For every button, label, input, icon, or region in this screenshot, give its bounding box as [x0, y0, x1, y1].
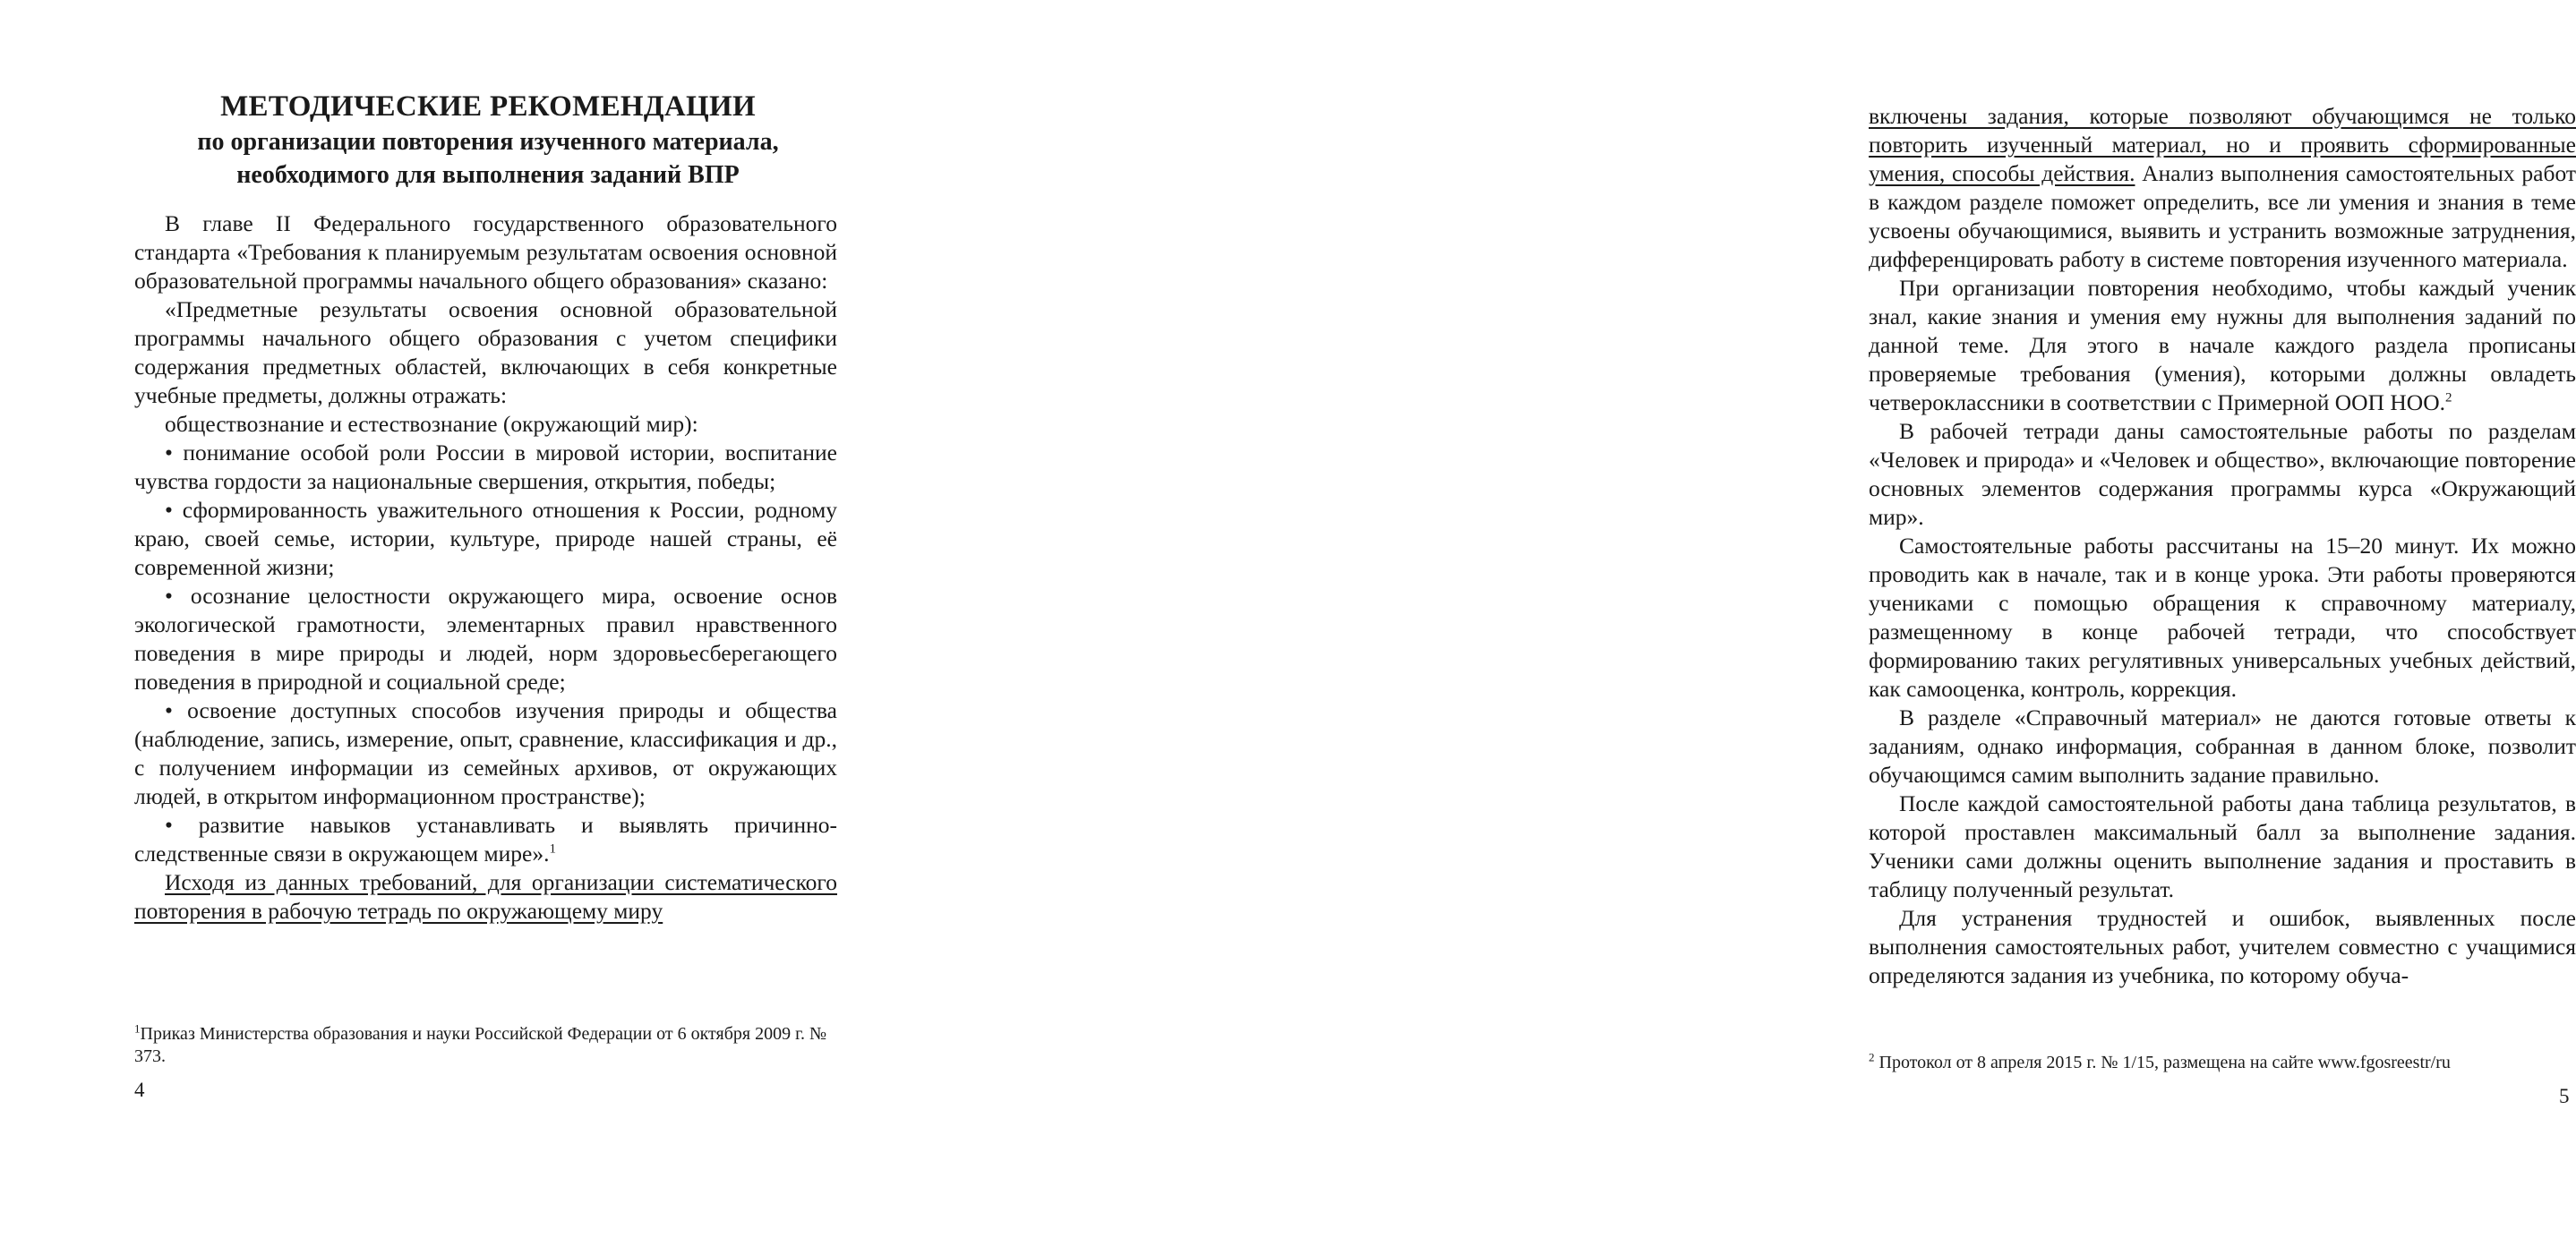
paragraph: обществознание и естествознание (окружающий мир):	[165, 411, 698, 437]
page-title: МЕТОДИЧЕСКИЕ РЕКОМЕНДАЦИИ	[220, 90, 756, 123]
paragraph	[1869, 274, 2576, 417]
continued-paragraph	[1869, 102, 2576, 274]
paragraph: Для устранения трудностей и ошибок, выявленных после выполнения самостоятельных работ, учителем совместно с учащимися определяются задания из учебника, по которому обуча-	[1869, 905, 2576, 988]
underlined-paragraph	[134, 868, 837, 926]
footnote	[134, 1023, 837, 1068]
page-subtitle-line-1: по организации повторения изученного материала,	[197, 128, 779, 156]
paragraph: В главе II Федерального государственного образовательного стандарта «Требования к планируемым результатам освоения основной образовательной программы начального общего образования» сказано:	[134, 210, 837, 294]
paragraph-text: При организации повторения необходимо, чтобы каждый ученик знал, какие знания и умения ему нужны для выполнения заданий по данной теме. Для этого в начале каждого раздела прописаны проверяемые требования (умения), которыми должны овладеть четвероклассники в соответствии с Примерной ООП НОО.	[1869, 275, 2576, 415]
footnote-reference: 2	[2445, 390, 2452, 406]
paragraph: «Предметные результаты освоения основной образовательной программы начального общего образования с учетом специфики содержания предметных областей, включающих в себя конкретные учебные предметы, должны отражать:	[134, 296, 837, 408]
bullet-paragraph: • сформированность уважительного отношения к России, родному краю, своей семье, истории, культуре, природе нашей страны, её современной жизни;	[134, 497, 837, 580]
bullet-paragraph	[134, 811, 837, 868]
footnote-text: Протокол от 8 апреля 2015 г. № 1/15, размещена на сайте www.fgosreestr/ru	[1874, 1053, 2451, 1072]
left-body-text	[134, 209, 837, 926]
title-block	[134, 88, 842, 192]
footnote-reference: 1	[549, 841, 556, 857]
underlined-text: включены задания, которые позволяют обучающимся не только повторить изученный материал, но и проявить сформированные умения, способы действия.	[1869, 103, 2576, 186]
underlined-text: Исходя из данных требований, для организации систематического повторения в рабочую тетрадь по окружающему миру	[134, 869, 837, 924]
bullet-paragraph: • понимание особой роли России в мировой истории, воспитание чувства гордости за национальные свершения, открытия, победы;	[134, 440, 837, 494]
right-page	[895, 0, 2576, 1255]
paragraph-text: Анализ выполнения самостоятельных работ в каждом разделе поможет определить, все ли умения и знания в теме усвоены обучающимися, выявить и устранить возможные затруднения, дифференцировать работу в системе повторения изученного материала.	[1869, 160, 2576, 272]
bullet-paragraph: • осознание целостности окружающего мира, освоение основ экологической грамотности, элементарных правил нравственного поведения в мире природы и людей, норм здоровьесберегающего поведения в природной и социальной среде;	[134, 583, 837, 695]
paragraph: После каждой самостоятельной работы дана таблица результатов, в которой проставлен максимальный балл за выполнение задания. Ученики сами должны оценить выполнение задания и проставить в таблицу полученный результат.	[1869, 790, 2576, 902]
right-body-text	[1869, 102, 2576, 990]
paragraph-text: • развитие навыков устанавливать и выявлять причинно-следственные связи в окружающем мире».	[134, 812, 837, 867]
paragraph: В разделе «Справочный материал» не даются готовые ответы к заданиям, однако информация, собранная в данном блоке, позволит обучающимся самим выполнить задание правильно.	[1869, 704, 2576, 788]
paragraph: В рабочей тетради даны самостоятельные работы по разделам «Человек и природа» и «Человек и общество», включающие повторение основных элементов содержания программы курса «Окружающий мир».	[1869, 418, 2576, 530]
left-page	[0, 0, 895, 1255]
paragraph: Самостоятельные работы рассчитаны на 15–20 минут. Их можно проводить как в начале, так и в конце урока. Эти работы проверяются учениками с помощью обращения к справочному материалу, размещенному в конце рабочей тетради, что способствует формированию таких регулятивных универсальных учебных действий, как самооценка, контроль, коррекция.	[1869, 533, 2576, 702]
footnote	[1869, 1052, 2576, 1074]
footnote-text: Приказ Министерства образования и науки Российской Федерации от 6 октября 2009 г. № 373.	[134, 1024, 827, 1066]
footnote-mark: 2	[1869, 1050, 1875, 1064]
footnote-mark: 1	[134, 1021, 141, 1036]
page-subtitle-line-2: необходимого для выполнения заданий ВПР	[236, 161, 740, 189]
page-number: 4	[134, 1079, 145, 1101]
bullet-paragraph: • освоение доступных способов изучения природы и общества (наблюдение, запись, измерение, опыт, сравнение, классификация и др., с получением информации из семейных архивов, от окружающих людей, в открытом информационном пространстве);	[134, 697, 837, 809]
page-number: 5	[2559, 1085, 2570, 1107]
